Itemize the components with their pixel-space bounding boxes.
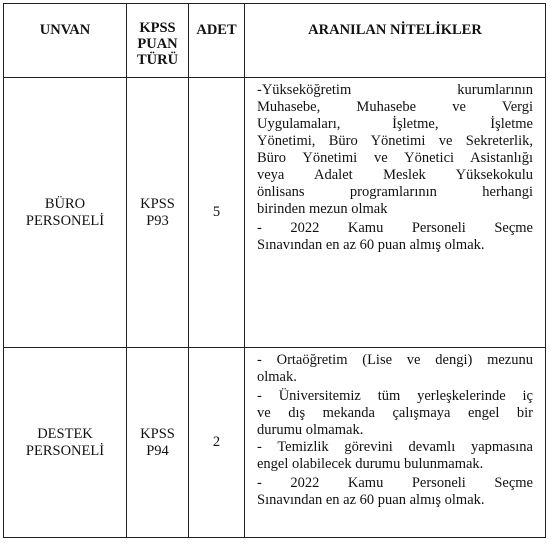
table-row <box>4 348 546 538</box>
requirement-line: - 2022 Kamu Personeli Seçme <box>257 475 533 491</box>
unvan-cell <box>4 78 127 348</box>
requirement-line: engel olabilecek durumu bulunmamak. <box>257 456 484 472</box>
header-adet: ADET <box>189 4 245 78</box>
requirement-line: veya Adalet Meslek Yüksekokulu <box>257 167 533 183</box>
requirement-line: ve dış mekanda çalışmaya engel bir <box>257 405 533 421</box>
requirement-line: - Ortaöğretim (Lise ve dengi) mezunu <box>257 352 533 368</box>
requirement-line: Muhasebe, Muhasebe ve Vergi <box>257 99 533 115</box>
requirement-line: olmak. <box>257 369 297 385</box>
requirement-line: durumu olmamak. <box>257 422 364 438</box>
unvan-line1: BÜRO <box>44 195 86 212</box>
kpss-cell <box>127 348 189 538</box>
kpss-line1: KPSS <box>140 425 175 442</box>
header-kpss-line1: KPSS <box>139 20 176 36</box>
kpss-cell <box>127 78 189 348</box>
kpss-line2: P94 <box>146 442 169 459</box>
adet-cell: 2 <box>189 348 245 538</box>
adet-cell: 5 <box>189 78 245 348</box>
table-row <box>4 78 546 348</box>
header-kpss-puan-turu <box>127 4 189 78</box>
requirement-line: - Temizlik görevini devamlı yapmasına <box>257 439 533 455</box>
unvan-line2: PERSONELİ <box>25 442 105 459</box>
requirements-cell <box>245 348 546 538</box>
header-kpss-line3: TÜRÜ <box>136 52 179 68</box>
requirement-line: Sınavından en az 60 puan almış olmak. <box>257 237 485 253</box>
requirement-line: Sınavından en az 60 puan almış olmak. <box>257 492 485 508</box>
requirement-line: - Üniversitemiz tüm yerleşkelerinde iç <box>257 388 533 404</box>
requirement-line: Uygulamaları, İşletme, İşletme <box>257 116 533 132</box>
unvan-line1: DESTEK <box>37 425 93 442</box>
header-row <box>4 4 546 78</box>
requirement-line: önlisans programlarının herhangi <box>257 184 533 200</box>
requirements-cell <box>245 78 546 348</box>
unvan-cell <box>4 348 127 538</box>
requirement-line: birinden mezun olmak <box>257 201 388 217</box>
requirement-line: -Yükseköğretim kurumlarının <box>257 82 533 98</box>
kpss-line2: P93 <box>146 212 169 229</box>
requirement-line: Büro Yönetimi ve Yönetici Asistanlığı <box>257 150 533 166</box>
header-aranilan-nitelikler: ARANILAN NİTELİKLER <box>245 4 546 78</box>
unvan-line2: PERSONELİ <box>25 212 105 229</box>
requirement-line: - 2022 Kamu Personeli Seçme <box>257 220 533 236</box>
requirement-line: Yönetimi, Büro Yönetimi ve Sekreterlik, <box>257 133 533 149</box>
kpss-line1: KPSS <box>140 195 175 212</box>
header-unvan: UNVAN <box>4 4 127 78</box>
header-kpss-line2: PUAN <box>137 36 178 52</box>
job-requirements-table <box>3 3 546 538</box>
